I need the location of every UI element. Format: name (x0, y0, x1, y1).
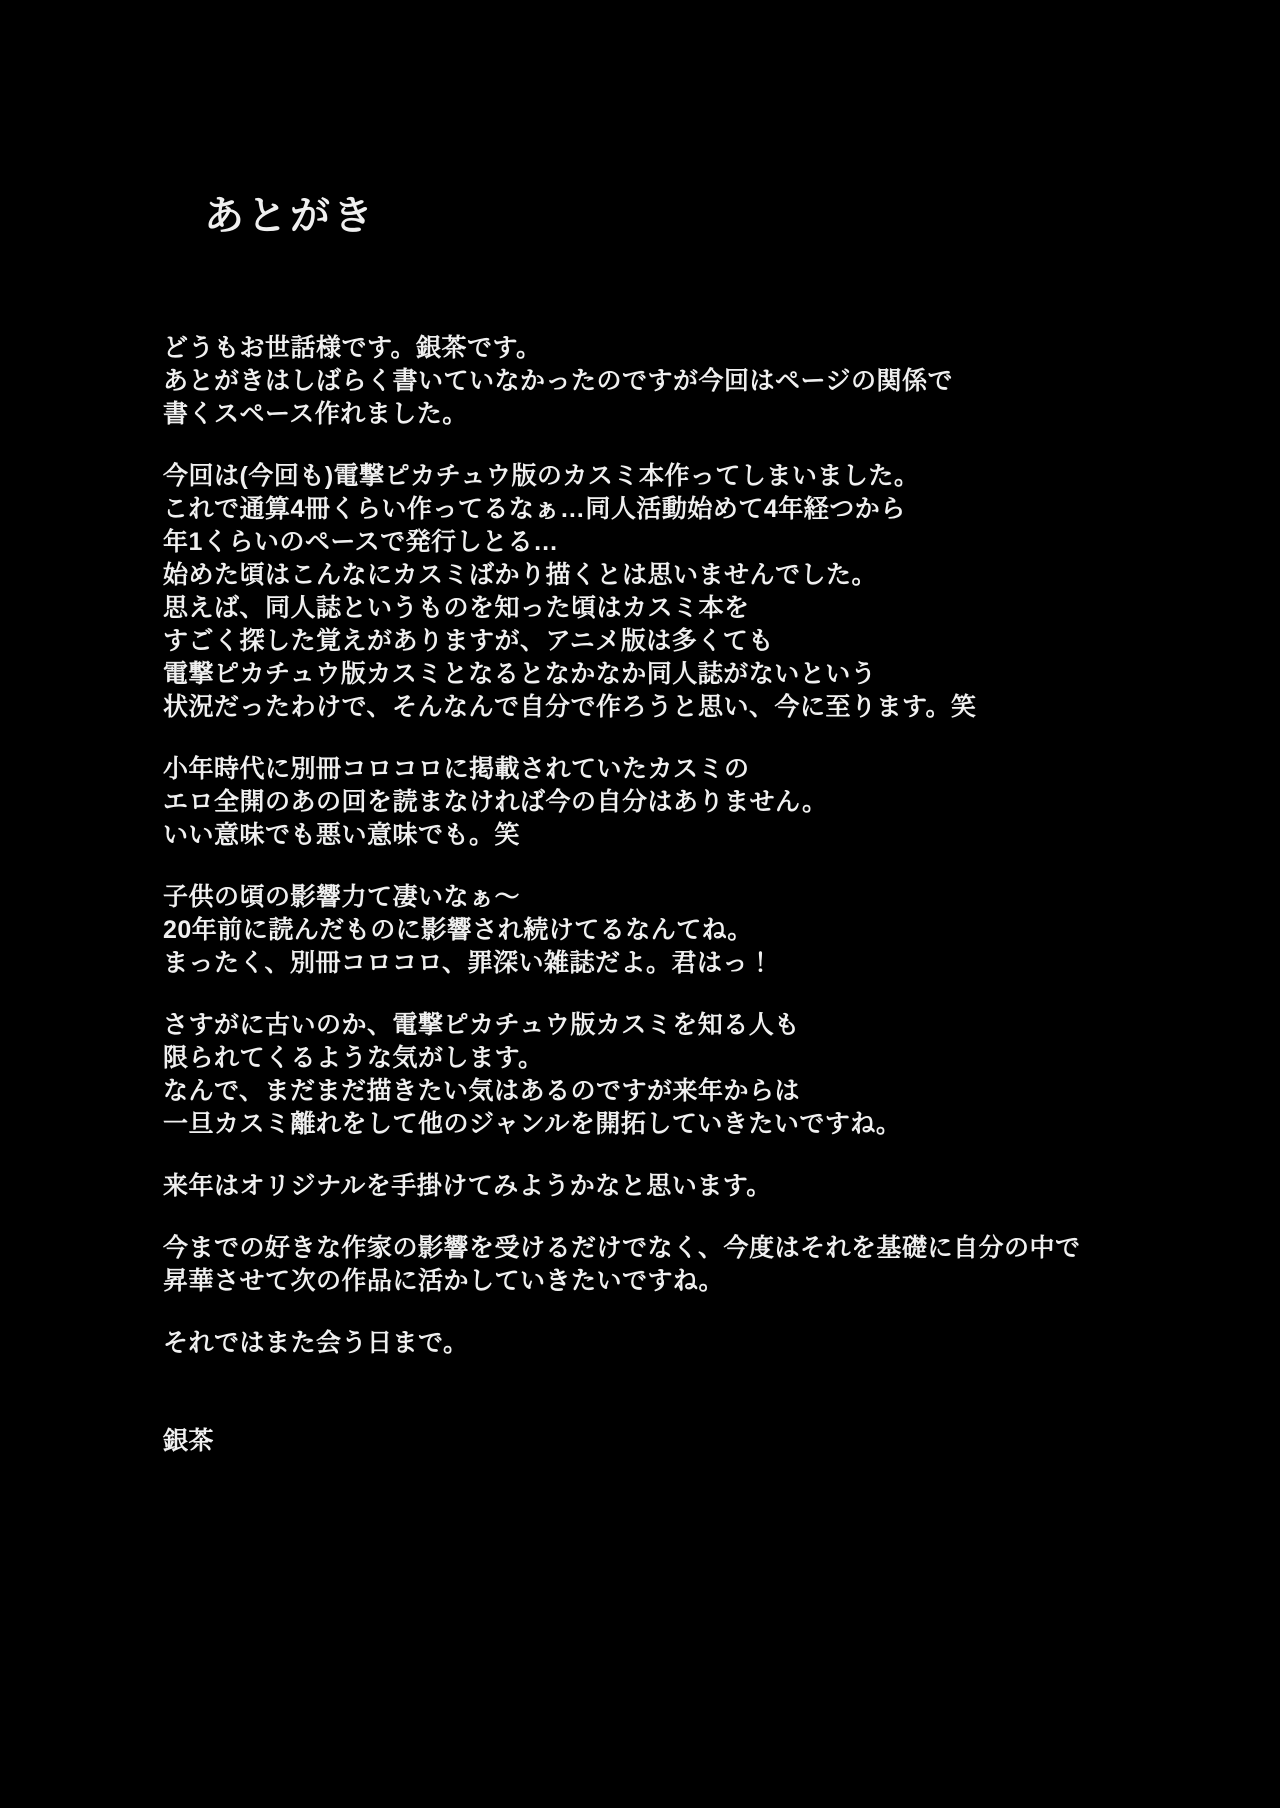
afterword-line: これで通算4冊くらい作ってるなぁ…同人活動始めて4年経つから (163, 495, 906, 523)
afterword-paragraph (163, 1170, 1163, 1203)
afterword-line: エロ全開のあの回を読まなければ今の自分はありません。 (163, 788, 828, 816)
afterword-line: 今回は(今回も)電撃ピカチュウ版のカスミ本作ってしまいました。 (163, 462, 920, 490)
afterword-line: 20年前に読んだものに影響され続けてるなんてね。 (163, 916, 753, 944)
afterword-line: 状況だったわけで、そんなんで自分で作ろうと思い、今に至ります。笑 (163, 693, 977, 721)
afterword-line: まったく、別冊コロコロ、罪深い雑誌だよ。君はっ！ (163, 949, 774, 977)
author-signature: 銀茶 (163, 1427, 215, 1455)
afterword-line: 来年はオリジナルを手掛けてみようかなと思います。 (163, 1172, 772, 1200)
afterword-body (163, 332, 1163, 1458)
afterword-paragraph (163, 332, 1163, 431)
afterword-line: 子供の頃の影響力て凄いなぁ～ (163, 883, 521, 911)
afterword-paragraph (163, 460, 1163, 724)
afterword-line: それではまた会う日まで。 (163, 1329, 469, 1357)
afterword-line: 年1くらいのペースで発行しとる… (163, 528, 559, 556)
afterword-line: 電撃ピカチュウ版カスミとなるとなかなか同人誌がないという (163, 660, 877, 688)
afterword-line: なんで、まだまだ描きたい気はあるのですが来年からは (163, 1077, 801, 1105)
afterword-paragraph (163, 753, 1163, 852)
afterword-line: あとがきはしばらく書いていなかったのですが今回はページの関係で (163, 367, 954, 395)
afterword-line: 一旦カスミ離れをして他のジャンルを開拓していきたいですね。 (163, 1110, 902, 1138)
afterword-line: 思えば、同人誌というものを知った頃はカスミ本を (163, 594, 750, 622)
page-title: あとがき (204, 192, 376, 239)
afterword-line: 今までの好きな作家の影響を受けるだけでなく、今度はそれを基礎に自分の中で (163, 1234, 1081, 1262)
afterword-line: 小年時代に別冊コロコロに掲載されていたカスミの (163, 755, 750, 783)
afterword-paragraph (163, 881, 1163, 980)
afterword-paragraph (163, 1009, 1163, 1141)
afterword-line: すごく探した覚えがありますが、アニメ版は多くても (163, 627, 774, 655)
afterword-line: 昇華させて次の作品に活かしていきたいですね。 (163, 1267, 725, 1295)
afterword-line: どうもお世話様です。銀茶です。 (163, 334, 542, 362)
afterword-line: 始めた頃はこんなにカスミばかり描くとは思いませんでした。 (163, 561, 878, 589)
afterword-line: 限られてくるような気がします。 (163, 1044, 544, 1072)
afterword-paragraph (163, 1232, 1163, 1298)
afterword-line: さすがに古いのか、電撃ピカチュウ版カスミを知る人も (163, 1011, 800, 1039)
afterword-line: いい意味でも悪い意味でも。笑 (163, 821, 521, 849)
afterword-line: 書くスペース作れました。 (163, 400, 468, 428)
afterword-paragraph (163, 1327, 1163, 1360)
